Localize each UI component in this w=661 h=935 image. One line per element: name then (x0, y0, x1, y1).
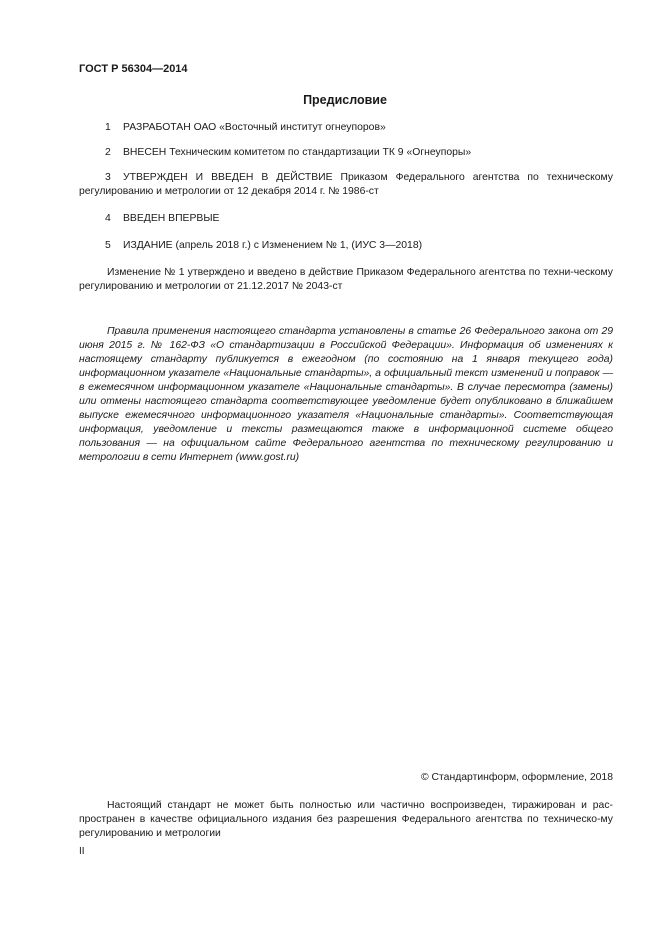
list-item-number: 4 (105, 213, 111, 224)
list-item-text: ВВЕДЕН ВПЕРВЫЕ (123, 213, 220, 224)
list-item-number: 2 (105, 147, 111, 158)
page-number: II (79, 846, 85, 857)
copyright: © Стандартинформ, оформление, 2018 (420, 772, 613, 783)
list-item-number: 3 (105, 172, 111, 183)
list-item (79, 121, 613, 135)
list-item-text: ВНЕСЕН Техническим комитетом по стандартизации ТК 9 «Огнеупоры» (123, 147, 472, 158)
list-item (79, 239, 613, 253)
page-title: Предисловие (303, 93, 387, 107)
list-item-text: ИЗДАНИЕ (апрель 2018 г.) с Изменением № 1, (ИУС 3—2018) (123, 240, 423, 251)
list-item-number: 5 (105, 240, 111, 251)
list-item-number: 1 (105, 122, 111, 133)
list-item (79, 171, 613, 199)
reproduction-notice: Настоящий стандарт не может быть полностью или частично воспроизведен, тиражирован и рас-пространен в качестве официального издания без разрешения Федерального агентства по техническо-му регулированию и метрологии (79, 800, 613, 839)
rules-notice: Правила применения настоящего стандарта установлены в статье 26 Федерального закона от 29 июня 2015 г. № 162-ФЗ «О стандартизации в Российской Федерации». Информация об изменениях к настоящему стандарту публикуется в ежегодном (по состоянию на 1 января текущего года) информационном указателе «Национальные стандарты», а официальный текст изменений и поправок — в ежемесячном информационном указателе «Национальные стандарты». В случае пересмотра (замены) или отмены настоящего стандарта соответствующее уведомление будет опубликовано в ближайшем выпуске ежемесячного информационного указателя «Национальные стандарты». Соответствующая информация, уведомление и тексты размещаются также в информационной системе общего пользования — на официальном сайте Федерального агентства по техническому регулированию и метрологии в сети Интернет (www.gost.ru) (79, 326, 613, 463)
list-item-text: УТВЕРЖДЕН И ВВЕДЕН В ДЕЙСТВИЕ Приказом Федерального агентства по техническому регулированию и метрологии от 12 декабря 2014 г. № 1986-ст (79, 172, 613, 197)
document-id: ГОСТ Р 56304—2014 (79, 63, 188, 75)
list-item-text: РАЗРАБОТАН ОАО «Восточный институт огнеупоров» (123, 122, 386, 133)
list-item (79, 212, 613, 226)
list-item (79, 146, 613, 160)
amendment-note: Изменение № 1 утверждено и введено в действие Приказом Федерального агентства по техни-ческому регулированию и метрологии от 21.12.2017 № 2043-ст (79, 267, 613, 292)
